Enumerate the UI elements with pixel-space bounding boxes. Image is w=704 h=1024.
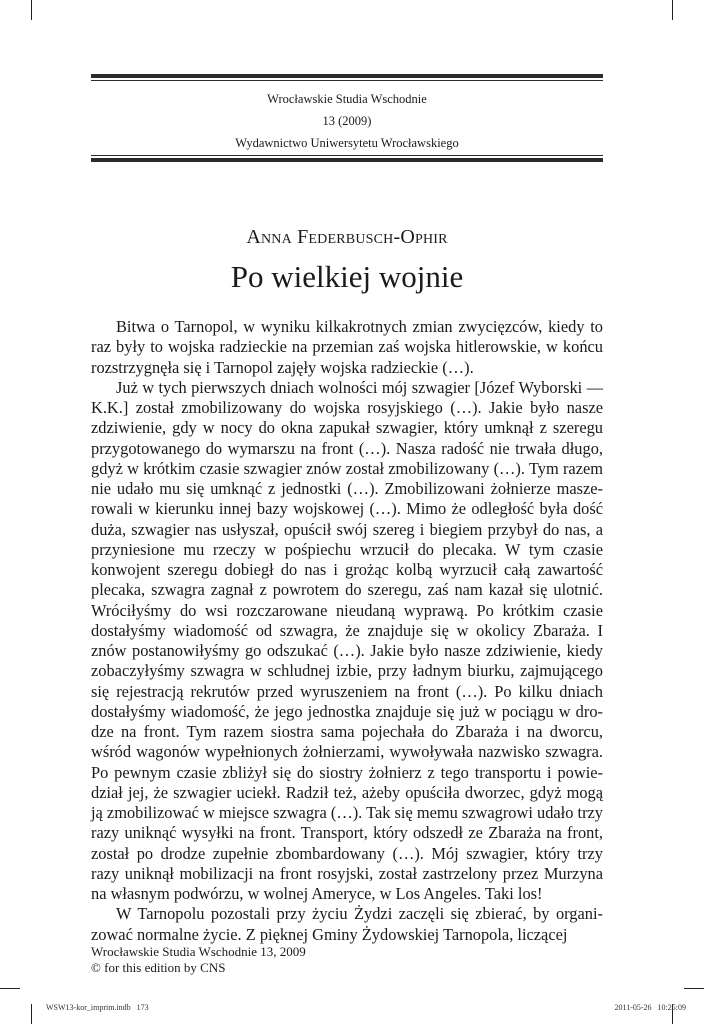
page-footer <box>91 944 306 976</box>
article-title: Po wielkiej wojnie <box>230 259 464 294</box>
paragraph: W Tarnopolu pozostali przy życiu Żydzi zaczęli się zbierać, by organizować normalne życie. Z pięknej Gminy Żydowskiej Tarnopola, liczącej <box>91 904 603 944</box>
paragraph: Już w tych pierwszych dniach wolności mój szwagier [Józef Wyborski — K.K.] został zmobilizowany do wojska rosyjskiego (…). Jakie było nasze zdziwienie, gdy w nocy do okna zapukał szwagier, który umknął z szeregu przygotowanego do wymarszu na front (…). Nasza radość nie trwała długo, gdyż w krótkim czasie szwagier znów został zmobilizowany (…). Tym razem nie udało mu się umknąć z jednostki (…). Zmobilizowani żołnierze maszerowali w kierunku innej bazy wojskowej (…). Mimo że odległość była dość duża, szwagier nas usłyszał, opuścił swój szereg i biegiem przybył do nas, a przyniesione mu rzeczy w pośpiechu wrzucił do plecaka. W tym czasie konwojent szeregu dobiegł do nas i grożąc kolbą wyrzucił całą zawartość plecaka, szwagra zagnał z powrotem do szeregu, zaś nam kazał się ulotnić. Wróciłyśmy do wsi rozczarowane nieudaną wyprawą. Po krótkim czasie dostałyśmy wiadomość od szwagra, że znajduje się w okolicy Zbaraża. I znów postanowiłyśmy go odszukać (…). Jakie było nasze zdziwienie, kiedy zobaczyłyśmy szwagra w schludnej izbie, przy ładnym biurku, zajmującego się rejestracją rekrutów przed wyruszeniem na front (…). Po kilku dniach dostałyśmy wiadomość, że jego jednostka znajduje się już w pociągu w drodze na front. Tym razem siostra sama pojechała do Zbaraża i na dworcu, wśród wagonów wypełnionych żołnierzami, wywoływała nazwisko szwagra. Po pewnym czasie zbliżył się do siostry żołnierz z tego transportu i powiedział jej, że szwagier uciekł. Radził też, ażeby opuściła dworzec, gdyż mogą ją zmobilizować w miejsce szwagra (…). Tak się memu szwagrowi udało trzy razy uniknąć wysyłki na front. Transport, który odszedł ze Zbaraża na front, został po drodze zupełnie zbombardowany (…). Mój szwagier, który trzy razy uniknął mobilizacji na front rosyjski, został zastrzelony przez Murzyna na własnym podwórzu, w wolnej Ameryce, w Los Angeles. Taki los! <box>91 377 603 903</box>
header-rule <box>91 80 603 81</box>
crop-mark <box>0 988 20 989</box>
print-slug-timestamp: 2011-05-26 10:25:09 <box>614 1003 686 1012</box>
journal-volume: 13 (2009) <box>322 114 372 128</box>
article-author: Anna Federbusch-Ophir <box>246 226 448 248</box>
journal-publisher: Wydawnictwo Uniwersytetu Wrocławskiego <box>235 136 459 150</box>
header-rule <box>91 74 603 78</box>
article-body <box>91 317 603 945</box>
print-slug-file: WSW13-kor_imprim.indb 173 <box>46 1003 149 1012</box>
header-rule <box>91 158 603 162</box>
crop-mark <box>672 0 673 20</box>
paragraph: Bitwa o Tarnopol, w wyniku kilkakrotnych zmian zwycięzców, kiedy to raz były to wojska radzieckie na przemian zaś wojska hitlerowskie, w końcu rozstrzygnęła się i Tarnopol zajęły wojska radzieckie (…). <box>91 317 603 377</box>
footer-citation: Wrocławskie Studia Wschodnie 13, 2009 <box>91 944 306 959</box>
crop-mark <box>684 988 704 989</box>
journal-name: Wrocławskie Studia Wschodnie <box>267 92 427 106</box>
journal-header <box>91 88 603 154</box>
crop-mark <box>31 0 32 20</box>
footer-copyright: © for this edition by CNS <box>91 960 226 975</box>
crop-mark <box>31 1004 32 1024</box>
header-rule <box>91 155 603 156</box>
